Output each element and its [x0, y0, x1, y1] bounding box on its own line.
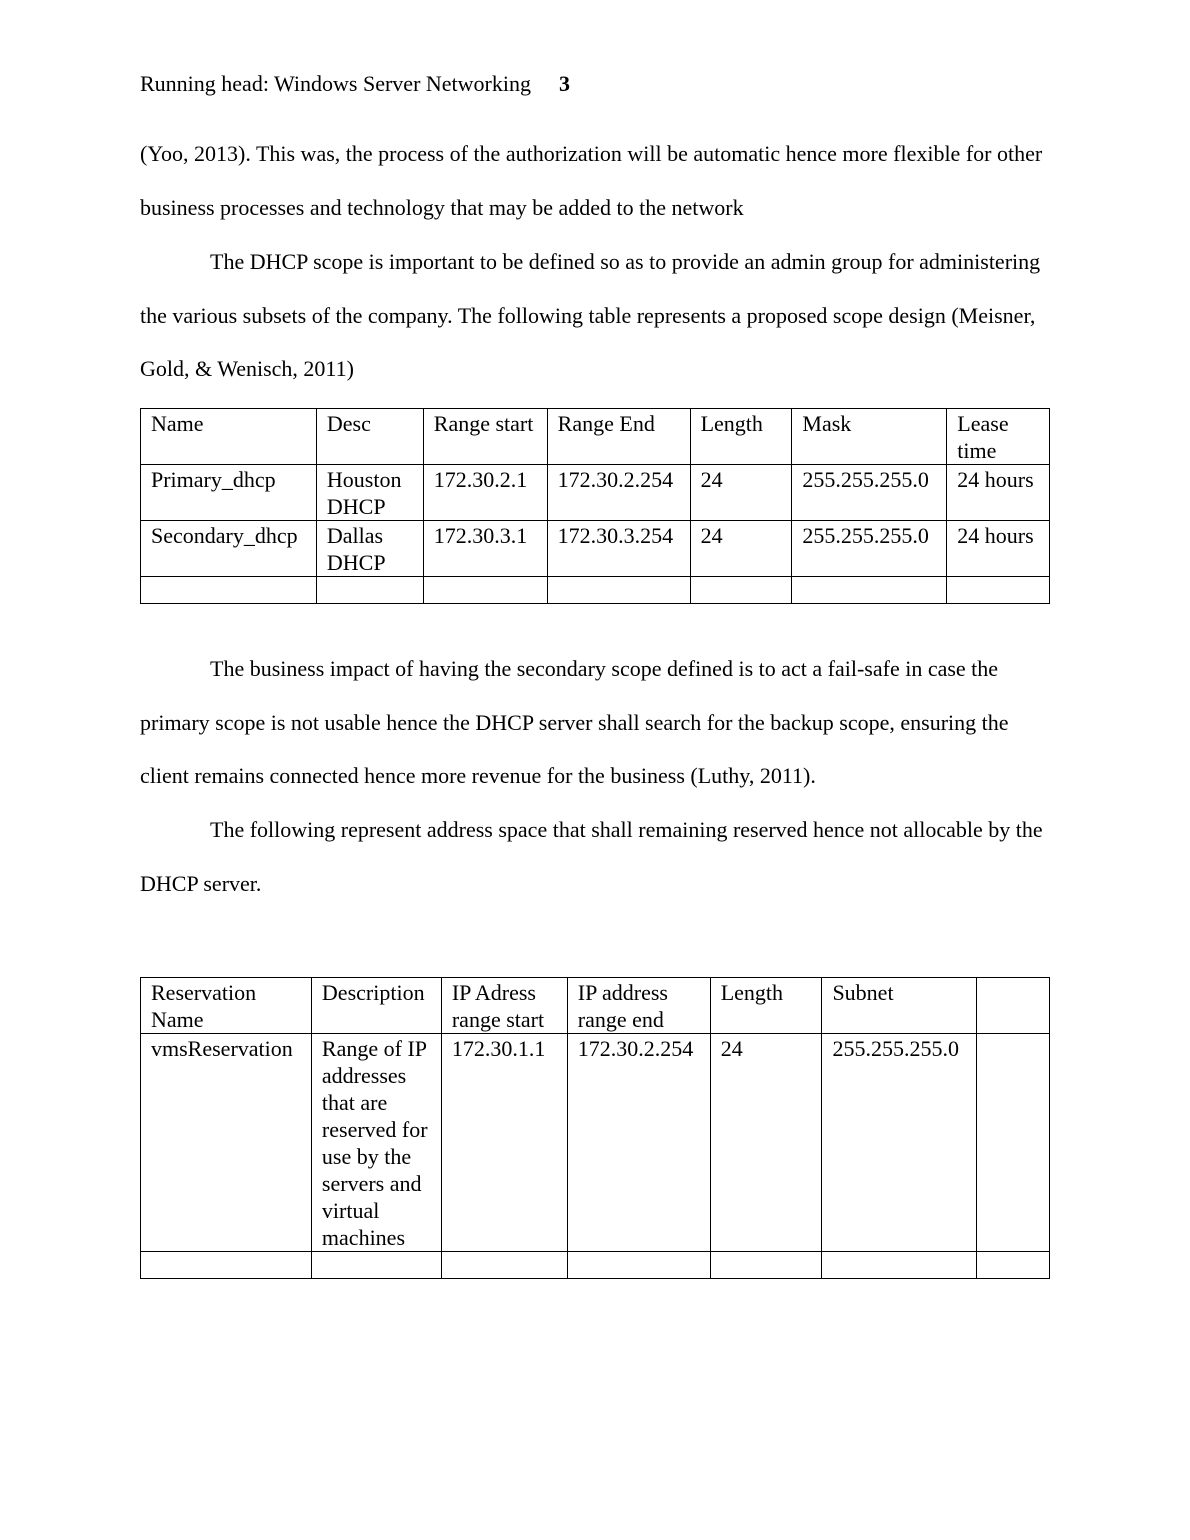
paragraph-1: (Yoo, 2013). This was, the process of the authorization will be automatic hence more flexible for other business processes and technology that may be added to the network	[140, 141, 1043, 220]
header-cell: IP address range end	[567, 978, 710, 1034]
header-cell	[977, 978, 1050, 1034]
table-cell: 172.30.3.1	[423, 521, 547, 577]
table-cell: Secondary_dhcp	[141, 521, 317, 577]
table-cell	[822, 1252, 977, 1279]
paragraph-2: The DHCP scope is important to be defined so as to provide an admin group for administering the various subsets of the company. The following table represents a proposed scope design (Meisner, Gold, & Wenisch, 2011)	[140, 249, 1041, 381]
table-row	[141, 521, 1050, 577]
table-cell	[710, 1252, 822, 1279]
header-cell: Description	[311, 978, 441, 1034]
table-cell: 172.30.3.254	[547, 521, 690, 577]
header-cell: IP Adress range start	[441, 978, 567, 1034]
paragraph-4: The following represent address space that shall remaining reserved hence not allocable by the DHCP server.	[140, 817, 1043, 896]
table-cell	[977, 1252, 1050, 1279]
table-row	[141, 1034, 1050, 1252]
table-cell: 172.30.2.1	[423, 465, 547, 521]
table-header-row	[141, 409, 1050, 465]
table-cell: 24	[690, 521, 792, 577]
table-cell: Range of IP addresses that are reserved for use by the servers and virtual machines	[311, 1034, 441, 1252]
table-cell: 172.30.2.254	[567, 1034, 710, 1252]
table-cell: 24	[710, 1034, 822, 1252]
header-cell: Length	[690, 409, 792, 465]
table-cell: 172.30.2.254	[547, 465, 690, 521]
header-cell: Mask	[792, 409, 947, 465]
header-cell: Desc	[316, 409, 423, 465]
table-cell	[316, 577, 423, 604]
table-cell	[141, 1252, 312, 1279]
header-cell: Name	[141, 409, 317, 465]
table-cell: 24 hours	[947, 465, 1050, 521]
table-cell: Houston DHCP	[316, 465, 423, 521]
table-cell	[690, 577, 792, 604]
header-cell: Lease time	[947, 409, 1050, 465]
running-head-text: Running head: Windows Server Networking	[140, 71, 531, 96]
table-cell	[567, 1252, 710, 1279]
table-cell: 255.255.255.0	[792, 521, 947, 577]
dhcp-scope-table	[140, 408, 1050, 604]
header-cell: Subnet	[822, 978, 977, 1034]
table-cell	[441, 1252, 567, 1279]
table-cell: vmsReservation	[141, 1034, 312, 1252]
header-cell: Reservation Name	[141, 978, 312, 1034]
table-cell: Dallas DHCP	[316, 521, 423, 577]
table-header-row	[141, 978, 1050, 1034]
reservation-table	[140, 977, 1050, 1279]
header-cell: Range start	[423, 409, 547, 465]
table-cell: 24	[690, 465, 792, 521]
running-head	[140, 70, 570, 98]
page-number: 3	[558, 71, 570, 96]
table-cell	[977, 1034, 1050, 1252]
table-cell: 255.255.255.0	[792, 465, 947, 521]
table-cell	[141, 577, 317, 604]
table-cell	[792, 577, 947, 604]
table-cell	[311, 1252, 441, 1279]
table-cell: 24 hours	[947, 521, 1050, 577]
table-cell: Primary_dhcp	[141, 465, 317, 521]
header-cell: Length	[710, 978, 822, 1034]
header-cell: Range End	[547, 409, 690, 465]
table-cell: 255.255.255.0	[822, 1034, 977, 1252]
table-cell	[423, 577, 547, 604]
paragraph-3: The business impact of having the secondary scope defined is to act a fail-safe in case the primary scope is not usable hence the DHCP server shall search for the backup scope, ensuring the client remains connected hence more revenue for the business (Luthy, 2011).	[140, 656, 1009, 788]
table-cell	[547, 577, 690, 604]
table-cell	[947, 577, 1050, 604]
table-cell: 172.30.1.1	[441, 1034, 567, 1252]
table-row-empty	[141, 577, 1050, 604]
table-row-empty	[141, 1252, 1050, 1279]
table-row	[141, 465, 1050, 521]
